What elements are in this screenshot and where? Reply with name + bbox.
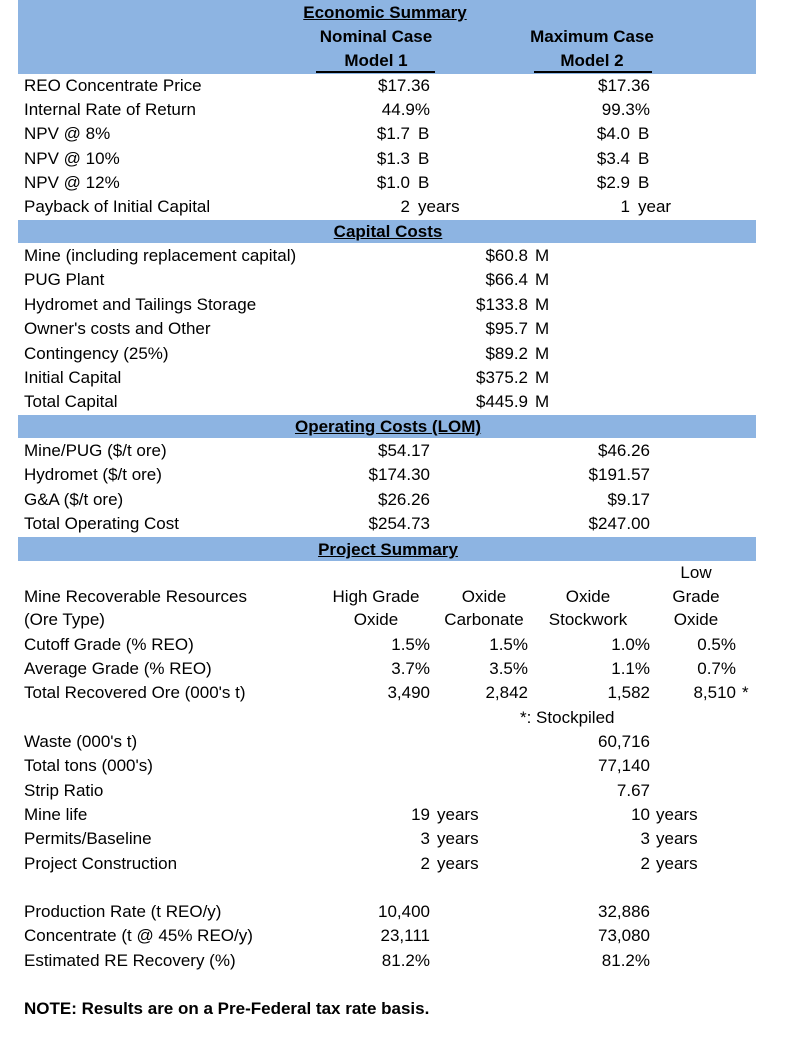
- ore-type-header-line1: Low: [680, 563, 712, 582]
- duration-row-unit-2: years: [656, 829, 698, 849]
- duration-row-value-2: 10: [631, 805, 650, 824]
- operating-row-value-1: $254.73: [368, 513, 430, 533]
- capital-row-value: $66.4: [485, 270, 528, 290]
- operating-row-label: Total Operating Cost: [24, 513, 179, 533]
- duration-row-value-2: 3: [640, 829, 650, 849]
- econ-row-value-2: 1: [620, 197, 630, 216]
- capital-row-value: $95.7: [485, 319, 528, 339]
- grade-row-value: 1,582: [607, 683, 650, 703]
- summary-row-value: 7.67: [616, 780, 650, 800]
- production-row-value-2: 81.2%: [601, 950, 650, 970]
- grade-row-value: 1.1%: [611, 659, 650, 679]
- ore-type-header-line3: Oxide: [673, 610, 719, 629]
- capital-row-unit: M: [535, 246, 550, 265]
- ore-type-header-line3: Stockwork: [548, 610, 628, 629]
- ore-type-header-line2: Oxide: [565, 587, 611, 606]
- summary-row-value: 60,716: [598, 732, 650, 751]
- footnote: NOTE: Results are on a Pre-Federal tax rate basis.: [24, 999, 430, 1018]
- grade-row-value: 1.5%: [489, 635, 528, 654]
- duration-row-value-1: 2: [420, 853, 430, 873]
- summary-row-label: Total tons (000's): [24, 756, 153, 776]
- resources-label: Mine Recoverable Resources: [24, 587, 247, 606]
- capital-row-label: PUG Plant: [24, 270, 105, 290]
- col2-header-underline: [534, 71, 652, 73]
- duration-row-unit-2: years: [656, 805, 698, 824]
- econ-row-unit-2: B: [638, 172, 650, 192]
- duration-row-value-2: 2: [640, 853, 650, 873]
- grade-row-value: 0.7%: [697, 659, 736, 679]
- production-row-label: Concentrate (t @ 45% REO/y): [24, 926, 253, 946]
- econ-row-unit-2: B: [638, 124, 650, 144]
- econ-row-label: NPV @ 8%: [24, 124, 111, 144]
- production-row-value-2: 32,886: [598, 902, 650, 921]
- econ-row-value-1: $1.7: [376, 124, 410, 144]
- operating-row-value-2: $9.17: [607, 489, 650, 509]
- duration-row-value-1: 3: [420, 829, 430, 849]
- grade-row-value: 8,510: [693, 683, 736, 703]
- duration-row-label: Mine life: [24, 805, 88, 824]
- capital-row-label: Initial Capital: [24, 368, 122, 387]
- econ-row-value-1: 2: [400, 197, 410, 216]
- capital-row-unit: M: [535, 343, 550, 363]
- ore-type-header-line3: Carbonate: [444, 610, 524, 629]
- col1-header-line2: Model 1: [344, 51, 408, 70]
- capital-row-label: Total Capital: [24, 392, 118, 412]
- grade-row-value: 0.5%: [697, 635, 736, 654]
- col1-header-line1: Nominal Case: [319, 27, 433, 46]
- grade-row-value: 3.7%: [391, 659, 430, 679]
- capital-row-label: Hydromet and Tailings Storage: [24, 294, 257, 314]
- econ-row-label: NPV @ 10%: [24, 148, 120, 168]
- capital-row-value: $375.2: [476, 368, 528, 387]
- econ-row-value-2: $3.4: [596, 148, 630, 168]
- ore-type-header-line2: Grade: [672, 587, 720, 606]
- duration-row-label: Project Construction: [24, 853, 178, 873]
- econ-row-unit-1: years: [418, 197, 460, 216]
- production-row-value-1: 23,111: [380, 926, 430, 946]
- capital-row-unit: M: [535, 319, 550, 339]
- production-row-value-1: 10,400: [378, 902, 430, 921]
- ore-type-header-line3: Oxide: [353, 610, 399, 629]
- grade-row-value: 1.0%: [611, 635, 650, 654]
- col1-header-underline: [316, 71, 435, 73]
- econ-row-value-1: $1.0: [376, 172, 410, 192]
- duration-row-label: Permits/Baseline: [24, 829, 152, 849]
- duration-row-unit-1: years: [437, 829, 479, 849]
- econ-row-label: NPV @ 12%: [24, 172, 120, 192]
- stockpiled-note: *: Stockpiled: [520, 708, 615, 727]
- production-row-value-2: 73,080: [598, 926, 650, 946]
- summary-row-label: Waste (000's t): [24, 732, 138, 751]
- econ-row-label: Internal Rate of Return: [24, 100, 196, 120]
- duration-row-unit-1: years: [437, 805, 479, 824]
- economic-summary-title: Economic Summary: [303, 3, 467, 22]
- capital-row-label: Owner's costs and Other: [24, 319, 211, 339]
- summary-row-value: 77,140: [598, 756, 650, 776]
- econ-row-label: REO Concentrate Price: [24, 76, 202, 95]
- capital-row-unit: M: [535, 392, 550, 412]
- capital-row-unit: M: [535, 270, 550, 290]
- grade-row-label: Total Recovered Ore (000's t): [24, 683, 246, 703]
- operating-row-value-2: $247.00: [588, 513, 650, 533]
- grade-row-label: Average Grade (% REO): [24, 659, 212, 679]
- econ-row-value-2: 99.3%: [601, 100, 650, 120]
- capital-row-value: $133.8: [476, 294, 528, 314]
- duration-row-unit-1: years: [437, 853, 479, 873]
- ore-type-header-line2: High Grade: [332, 587, 420, 606]
- operating-row-value-2: $191.57: [588, 465, 650, 485]
- grade-row-mark: *: [742, 683, 749, 703]
- capital-row-unit: M: [535, 368, 550, 387]
- col2-header-line1: Maximum Case: [530, 27, 654, 46]
- econ-row-label: Payback of Initial Capital: [24, 197, 211, 216]
- operating-row-value-2: $46.26: [598, 441, 650, 460]
- capital-row-label: Contingency (25%): [24, 343, 169, 363]
- econ-row-value-2: $4.0: [596, 124, 630, 144]
- capital-row-value: $445.9: [476, 392, 528, 412]
- grade-row-value: 2,842: [485, 683, 528, 703]
- ore-type-label: (Ore Type): [24, 610, 105, 629]
- col2-header-line2: Model 2: [560, 51, 624, 70]
- econ-row-value-1: $17.36: [378, 76, 430, 95]
- econ-row-unit-2: year: [638, 197, 672, 216]
- production-row-label: Estimated RE Recovery (%): [24, 950, 236, 970]
- econ-row-unit-2: B: [638, 148, 650, 168]
- econ-row-unit-1: B: [418, 124, 430, 144]
- capital-costs-title: Capital Costs: [333, 222, 443, 241]
- operating-costs-title: Operating Costs (LOM): [294, 417, 482, 436]
- production-row-value-1: 81.2%: [381, 950, 430, 970]
- operating-row-label: Hydromet ($/t ore): [24, 465, 162, 485]
- capital-row-value: $89.2: [485, 343, 528, 363]
- operating-row-value-1: $174.30: [368, 465, 430, 485]
- econ-row-unit-1: B: [418, 148, 430, 168]
- econ-row-value-1: 44.9%: [381, 100, 430, 120]
- econ-row-value-2: $17.36: [598, 76, 650, 95]
- production-row-label: Production Rate (t REO/y): [24, 902, 222, 921]
- econ-row-value-1: $1.3: [376, 148, 410, 168]
- operating-row-value-1: $54.17: [378, 441, 430, 460]
- duration-row-value-1: 19: [411, 805, 430, 824]
- ore-type-header-line2: Oxide: [461, 587, 507, 606]
- duration-row-unit-2: years: [656, 853, 698, 873]
- grade-row-value: 3,490: [387, 683, 430, 703]
- econ-row-unit-1: B: [418, 172, 430, 192]
- operating-row-value-1: $26.26: [378, 489, 430, 509]
- econ-row-value-2: $2.9: [596, 172, 630, 192]
- summary-row-label: Strip Ratio: [24, 780, 104, 800]
- capital-row-label: Mine (including replacement capital): [24, 246, 297, 265]
- capital-row-unit: M: [535, 294, 550, 314]
- project-summary-title: Project Summary: [318, 540, 458, 559]
- operating-row-label: G&A ($/t ore): [24, 489, 124, 509]
- grade-row-label: Cutoff Grade (% REO): [24, 635, 194, 654]
- grade-row-value: 3.5%: [489, 659, 528, 679]
- capital-row-value: $60.8: [485, 246, 528, 265]
- grade-row-value: 1.5%: [391, 635, 430, 654]
- operating-row-label: Mine/PUG ($/t ore): [24, 441, 167, 460]
